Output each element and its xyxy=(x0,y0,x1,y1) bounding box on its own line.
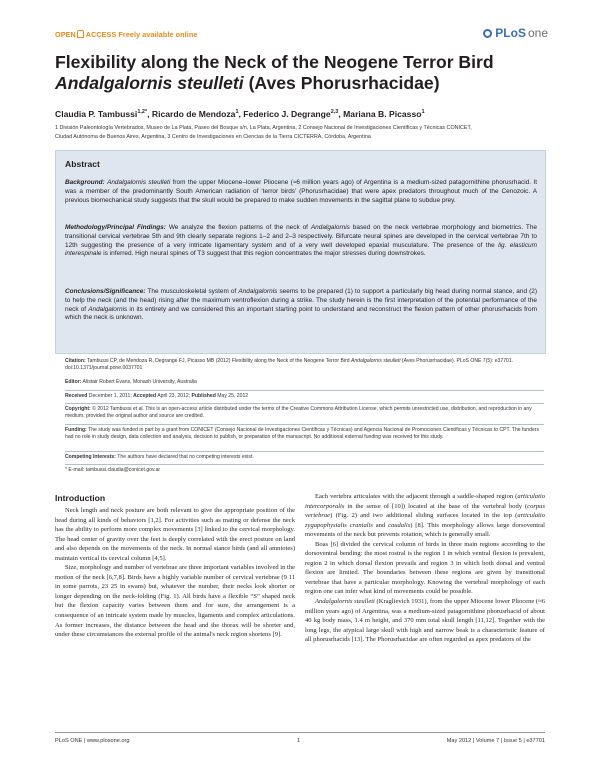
corresponding-email: * E-mail: tambussi.claudia@conicet.gov.ar xyxy=(65,467,161,473)
body-text: ) (Fig. 2) and two additional sliding surfaces located in the top ( xyxy=(330,512,518,520)
body-paragraph xyxy=(305,597,545,645)
open-access-prefix: OPEN xyxy=(55,30,76,39)
body-text: Each vertebra articulates with the adjacent through a saddle-shaped region ( xyxy=(315,493,518,500)
journal-logo-icon xyxy=(483,29,492,38)
article-title-rest: (Aves Phorusrhacidae) xyxy=(243,73,440,93)
open-access-text: ACCESS Freely available online xyxy=(85,30,198,39)
author-name: Claudia P. Tambussi xyxy=(55,108,138,119)
copyright xyxy=(65,406,545,420)
author-affil-sup: 1 xyxy=(235,109,239,115)
corresponding-mark: * xyxy=(144,109,148,115)
page-number: 1 xyxy=(297,738,301,744)
citation-text: (Aves Phorusrhacidae). PLoS ONE 7(5): e37701. doi:10.1371/journal.pone.0037701 xyxy=(65,358,514,372)
author-affil-sup: 2,3 xyxy=(330,109,339,115)
abstract-text: from the upper Miocene–lower Pliocene (≈6 million years ago) of Argentina is a medium-sized patagornithine phorusrhacid. It was a member of the predominantly South American radiation of ‘terror birds’ (Phorusrhacidae) that were apex predators throughout much of the Cenozoic. A previous biomechanical study suggests that the skull would be prepared to make sudden movements in the sagittal plane to subdue prey. xyxy=(65,179,537,204)
species-name: Andalgalornis xyxy=(310,224,350,231)
species-name: Andalgalornis steulleti xyxy=(315,598,375,606)
author-affil-sup: 1,2 xyxy=(137,109,145,115)
abstract-heading: Abstract xyxy=(65,159,100,169)
author-name: Mariana B. Picasso xyxy=(343,108,422,119)
affiliation-line: 1 División Paleontología Vertebrados, Museo de La Plata, Paseo del Bosque s/n, La Plata, Argentina, 2 Consejo Nacional de Investigaciones Científicas y Técnicas CONICET, xyxy=(55,125,472,131)
competing-interests-label: Competing Interests: xyxy=(65,454,116,460)
body-paragraph xyxy=(305,492,545,540)
affiliations xyxy=(55,124,555,142)
body-text: and xyxy=(372,521,389,529)
divider xyxy=(65,403,544,404)
body-paragraph: Size, morphology and number of vertebrae are three important variables involved in the motion of the neck [6,7,8]. Birds have a highly variable number of cervical vertebrae (9 11 in some parrots, 23 25 in swans) but, whatever the number, their necks look shorter or longer depending on the neck-folding (Fig. 1). All birds have a flexible “S” shaped neck but the flexion capacity varies between them and for sure, the arrangement is a consequence of an intricate system made by muscles, ligaments and complex articulations. As former increases, the distance between the head and the thorax will be shorter and, under these circumstances the external profile of the animal's neck region shortens [9]. xyxy=(55,564,295,639)
journal-logo-main: PLoS xyxy=(495,26,526,40)
editor-label: Editor: xyxy=(65,379,82,385)
ligament-name: lig. elasticum interespinale xyxy=(65,241,537,258)
divider xyxy=(65,451,544,452)
received-label: Received xyxy=(65,393,88,399)
footer-divider xyxy=(55,732,545,733)
species-name: Andalgalornis xyxy=(88,305,128,313)
latin-term: corpus vertebrae xyxy=(305,502,545,520)
body-paragraph: Neck length and neck posture are both relevant to give the appropriate position of the head during all kinds of behaviors [1,2]. For activities such as mating or defense the neck has the ability to perform more complex movements [3] linked to the cervical morphology. The head center of gravity over the feet is deeply correlated with the erect posture on land and also depends on the movements of the neck. In normal stance birds (and all amniotes) maintain vertical its cervical column [4,5]. xyxy=(55,507,295,562)
divider xyxy=(65,424,544,425)
funding-text: The study was funded in part by a grant from CONICET (Consejo Nacional de Investigaciones Científicas y Técnicas) and Agencia Nacional de Promociones Científicas y Técnicas to CPT. The funders had no role in study design, data collection and analysis, decision to publish, or preparation of the manuscript. No additional external funding was received for this study. xyxy=(65,427,540,441)
latin-term: caudalis xyxy=(388,521,411,529)
footer-journal: PLoS ONE | www.plosone.org xyxy=(55,738,130,744)
competing-interests-text: The authors have declared that no competing interests exist. xyxy=(115,454,254,460)
accepted-date: April 23, 2012; xyxy=(156,393,192,399)
body-text: in the sense of [10]) located at the base of the vertebral body ( xyxy=(344,502,528,510)
article-title-species: Andalgalornis steulleti xyxy=(55,73,244,93)
journal-logo xyxy=(483,26,548,40)
funding-label: Funding: xyxy=(65,427,87,433)
species-name: Andalgalornis steulleti xyxy=(350,358,401,364)
editor-text: Alistair Robert Evans, Monash University, Australia xyxy=(81,379,197,385)
abstract-text: in its entirety and we considered this an important starting point to understand and reconstruct the flexion pattern of other phorusrhacids from which the neck is unknown. xyxy=(65,305,537,322)
accepted-label: Accepted xyxy=(133,393,157,399)
author-name: Ricardo de Mendoza xyxy=(151,108,236,119)
divider xyxy=(65,390,544,391)
journal-logo-suffix: one xyxy=(527,26,548,40)
abstract-background xyxy=(65,179,537,205)
abstract-text: We analyze the flexion patterns of the neck of xyxy=(165,224,311,231)
divider xyxy=(65,464,544,465)
citation-label: Citation: xyxy=(65,358,86,364)
open-access-badge xyxy=(55,30,197,39)
body-text: ) [8]. This morphology allows large dorsoventral movements of the neck but prevents rotation, which is generally small. xyxy=(305,521,545,539)
author-name: Federico J. Degrange xyxy=(243,108,331,119)
funding xyxy=(65,427,545,441)
published-label: Published xyxy=(191,393,216,399)
footer-issue: May 2012 | Volume 7 | Issue 5 | e37701 xyxy=(446,738,545,744)
abstract-text: is inferred. High neural spines of T3 suggest that this region concentrates the major stresses during downstrokes. xyxy=(101,250,426,258)
author-affil-sup: 1 xyxy=(421,109,425,115)
abstract-conclusions-lead: Conclusions/Significance: xyxy=(65,288,146,295)
section-heading: Introduction xyxy=(55,493,106,503)
species-name: Andalgalornis xyxy=(238,288,278,295)
latin-term: articulatio intercorporalis xyxy=(305,493,545,510)
lock-icon xyxy=(77,30,84,38)
editor-line xyxy=(65,379,545,386)
citation xyxy=(65,358,545,372)
dates-line xyxy=(65,393,545,400)
copyright-text: © 2012 Tambussi et al. This is an open-access article distributed under the terms of the Creative Commons Attribution License, which permits unrestricted use, distribution, and reproduction in any medium, provided the original author and source are credited. xyxy=(65,406,532,420)
left-column xyxy=(55,506,295,640)
article-title-line1: Flexibility along the Neck of the Neogene Terror Bird xyxy=(55,52,494,72)
abstract-text: The musculoskeletal system of xyxy=(145,288,239,295)
species-name: Andalgalornis steulleti xyxy=(107,179,171,186)
competing-interests xyxy=(65,454,545,461)
received-date: December 1, 2011; xyxy=(87,393,134,399)
abstract-text: based on the neck vertebrae morphology and biometrics. The transitional cervical vertebrae 5th and 9th clearly separate regions 1–2 and 2–3 respectively. Bifurcate neural spines are developed in the cervical vertebrae 7th to 12th suggesting the presence of a very intricate ligamentary system and of a very well developed epaxial musculature. The presence of the xyxy=(65,224,538,249)
abstract-text: seems to be prepared (1) to support a particularly big head during normal stance, and (2) to help the neck (and the head) rising after the maximum ventroflexion during a strike. The study herein is the first interpretation of the potential performance of the neck of xyxy=(65,288,537,313)
abstract-methods xyxy=(65,224,537,259)
abstract-background-lead: Background: xyxy=(65,179,105,186)
author-list: Claudia P. Tambussi$^{1,2*}$, Ricardo de Mendoza$^1$, Federico J. Degrange$^{2,3}$, Mariana B. Picasso$^1$ xyxy=(55,108,425,119)
body-paragraph: Boas [6] divided the cervical column of birds in three main regions according to the dorsoventral bending: the most rostral is the region 1 in which ventral flexion is prevalent, region 2 in which dorsal flexion prevails and region 3 in which both dorsal and ventral flexion are limited. The boundaries between these regions are given by transitional vertebrae that have a particular morphology. Knowing the vertebral morphology of each region one can infer what kind of movements could be possible. xyxy=(305,540,545,596)
abstract-methods-lead: Methodology/Principal Findings: xyxy=(65,224,166,231)
abstract-conclusions xyxy=(65,288,537,323)
right-column xyxy=(305,492,545,645)
affiliation-line: Ciudad Autónoma de Buenos Aires, Argentina, 3 Centro de Investigaciones en Ciencias de la Tierra CICTERRA, Córdoba, Argentina xyxy=(55,134,371,140)
published-date: May 25, 2012 xyxy=(215,393,249,399)
body-text: (Kraglievich 1931), from the upper Miocene lower Pliocene (≈6 million years ago) of Argentina, was a medium-sized patagornithine phorusrhacid of about 40 kg body mass, 1.4 m height, and 370 mm total skull length [11,12]. Together with the long legs, the atypical large skull with high and narrow beak is a characteristic feature of all phorusrhacids [13]. The Phorusrhacidae are often regarded as apex predators of the xyxy=(305,598,545,644)
latin-term: articulatio zygapophysialis cranialis xyxy=(305,512,545,529)
citation-text: Tambussi CP, de Mendoza R, Degrange FJ, Picasso MB (2012) Flexibility along the Neck of the Neogene Terror Bird xyxy=(85,358,351,364)
article-title xyxy=(55,52,555,94)
copyright-label: Copyright: xyxy=(65,406,91,412)
